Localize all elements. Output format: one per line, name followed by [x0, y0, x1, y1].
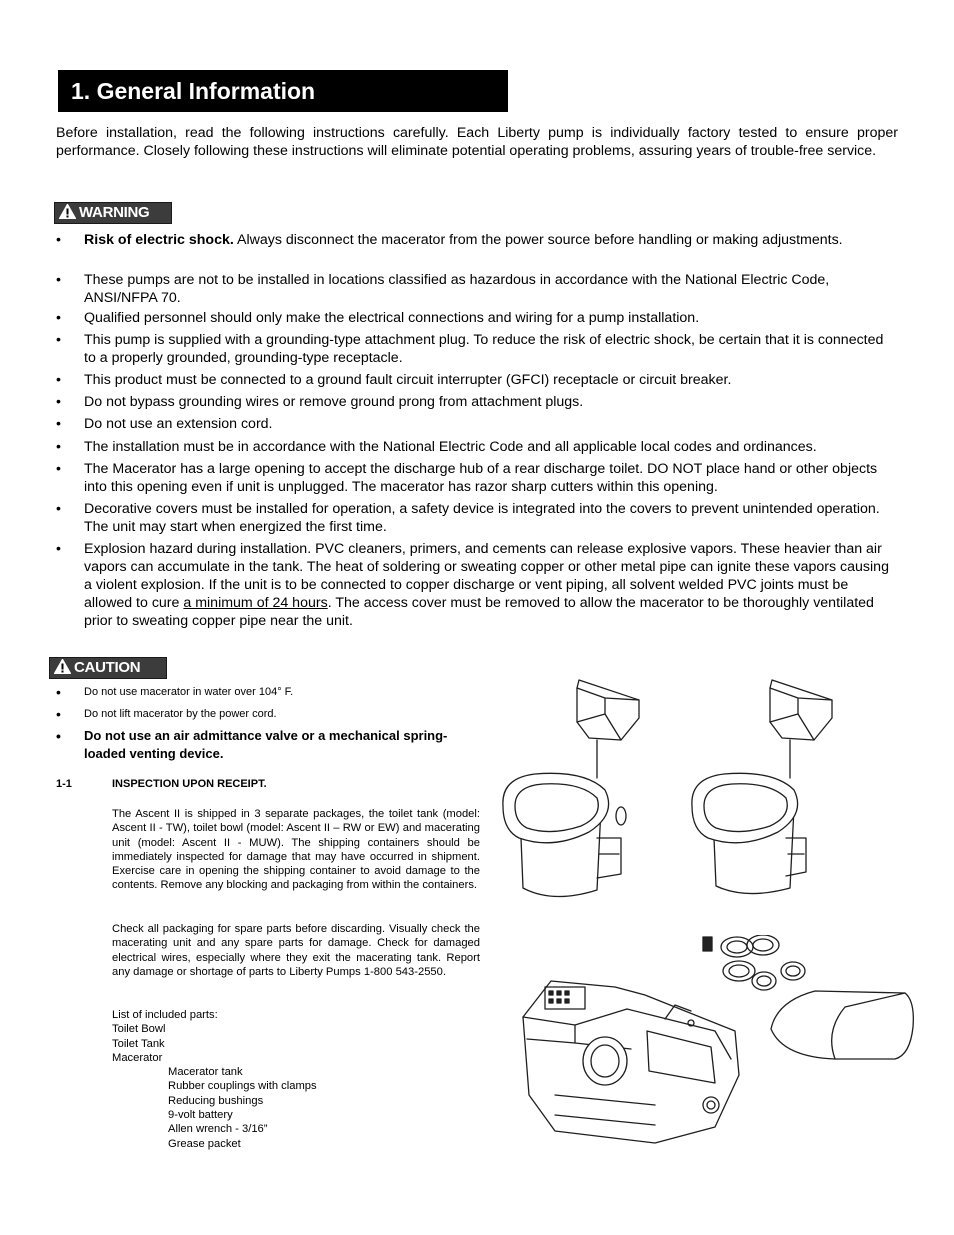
macerator-part-item: 9-volt battery [168, 1109, 233, 1122]
macerator-illustration [515, 935, 920, 1150]
warning-item: • The Macerator has a large opening to accept the discharge hub of a rear discharge toilet. DO NOT place hand or other objects into this opening even if unit is unplugged. The macerator has razor sharp cutters within this opening. [56, 461, 878, 495]
warning-triangle-icon [59, 204, 76, 219]
caution-badge [49, 657, 167, 679]
warning-label: WARNING [79, 204, 150, 221]
part-item: Toilet Bowl [112, 1023, 166, 1036]
macerator-part-item: Rubber couplings with clamps [168, 1080, 317, 1093]
warning-item: • These pumps are not to be installed in locations classified as hazardous in accordance with the National Electric Code, ANSI/NFPA 70. [56, 272, 830, 306]
caution-label: CAUTION [74, 659, 141, 676]
part-item: Toilet Tank [112, 1037, 165, 1050]
warning-item: • Qualified personnel should only make the electrical connections and wiring for a pump installation. [56, 310, 700, 326]
inspection-paragraph: The Ascent II is shipped in 3 separate packages, the toilet tank (model: Ascent II - TW), toilet bowl (model: Ascent II – RW or EW) and macerating unit (model: Ascent II - MUW). The shipping containers should be immediately inspected for damage that may have occurred in shipment. Exercise care in opening the shipping container to avoid damage to the contents. Remove any blocking and packaging from within the containers. [112, 808, 480, 892]
caution-item: • Do not use macerator in water over 104° F. [56, 684, 294, 700]
warning-item: • The installation must be in accordance with the National Electric Code and all applicable local codes and ordinances. [56, 439, 817, 455]
warning-item: • Decorative covers must be installed for operation, a safety device is integrated into the covers to prevent unintended operation. The unit may start when energized the first time. [56, 501, 880, 535]
macerator-part-item: Allen wrench - 3/16” [168, 1123, 268, 1136]
toilet-illustration [493, 678, 643, 908]
part-item: Macerator [112, 1051, 163, 1064]
macerator-part-item: Grease packet [168, 1137, 241, 1150]
warning-item: • Explosion hazard during installation. PVC cleaners, primers, and cements can release explosive vapors. These heavier than air vapors can accumulate in the tank. The heat of soldering or sweating copper or other metal pipe can ignite these vapors causing a violent explosion. If the unit is to be connected to copper discharge or vent piping, all solvent welded PVC joints must be allowed to cure a minimum of 24 hours. The access cover must be removed to allow the macerator to be thoroughly ventilated prior to sweating copper pipe near the unit. [56, 541, 889, 629]
parts-list [112, 1008, 317, 1151]
caution-item: • Do not use an air admittance valve or a mechanical spring-loaded venting device. [56, 728, 448, 761]
subsection-title: INSPECTION UPON RECEIPT. [112, 778, 267, 790]
macerator-part-item: Macerator tank [168, 1066, 243, 1079]
caution-item: • Do not lift macerator by the power cord. [56, 706, 277, 722]
warning-badge [54, 202, 172, 224]
inspection-paragraph: Check all packaging for spare parts before discarding. Visually check the macerating unit and any spare parts for damage. Check for damaged electrical wires, especially where they exit the macerating tank. Report any damage or shortage of parts to Liberty Pumps 1-800 543-2550. [112, 923, 480, 978]
warning-item: • This pump is supplied with a grounding-type attachment plug. To reduce the risk of electric shock, be certain that it is connected to a properly grounded, grounding-type receptacle. [56, 332, 884, 366]
warning-item: • This product must be connected to a ground fault circuit interrupter (GFCI) receptacle or circuit breaker. [56, 372, 732, 388]
warning-item: • Risk of electric shock. Always disconnect the macerator from the power source before handling or making adjustments. [56, 232, 843, 248]
caution-triangle-icon [54, 659, 71, 674]
macerator-part-item: Reducing bushings [168, 1094, 264, 1107]
parts-heading: List of included parts: [112, 1009, 218, 1021]
section-title: 1. General Information [58, 70, 508, 112]
toilet-illustration [686, 678, 836, 908]
warning-item: • Do not bypass grounding wires or remove ground prong from attachment plugs. [56, 394, 584, 410]
subsection-number: 1-1 [56, 778, 72, 790]
intro-paragraph: Before installation, read the following instructions carefully. Each Liberty pump is individually factory tested to ensure proper performance. Closely following these instructions will eliminate potential operating problems, assuring years of trouble-free service. [56, 125, 898, 159]
warning-item: • Do not use an extension cord. [56, 416, 273, 432]
